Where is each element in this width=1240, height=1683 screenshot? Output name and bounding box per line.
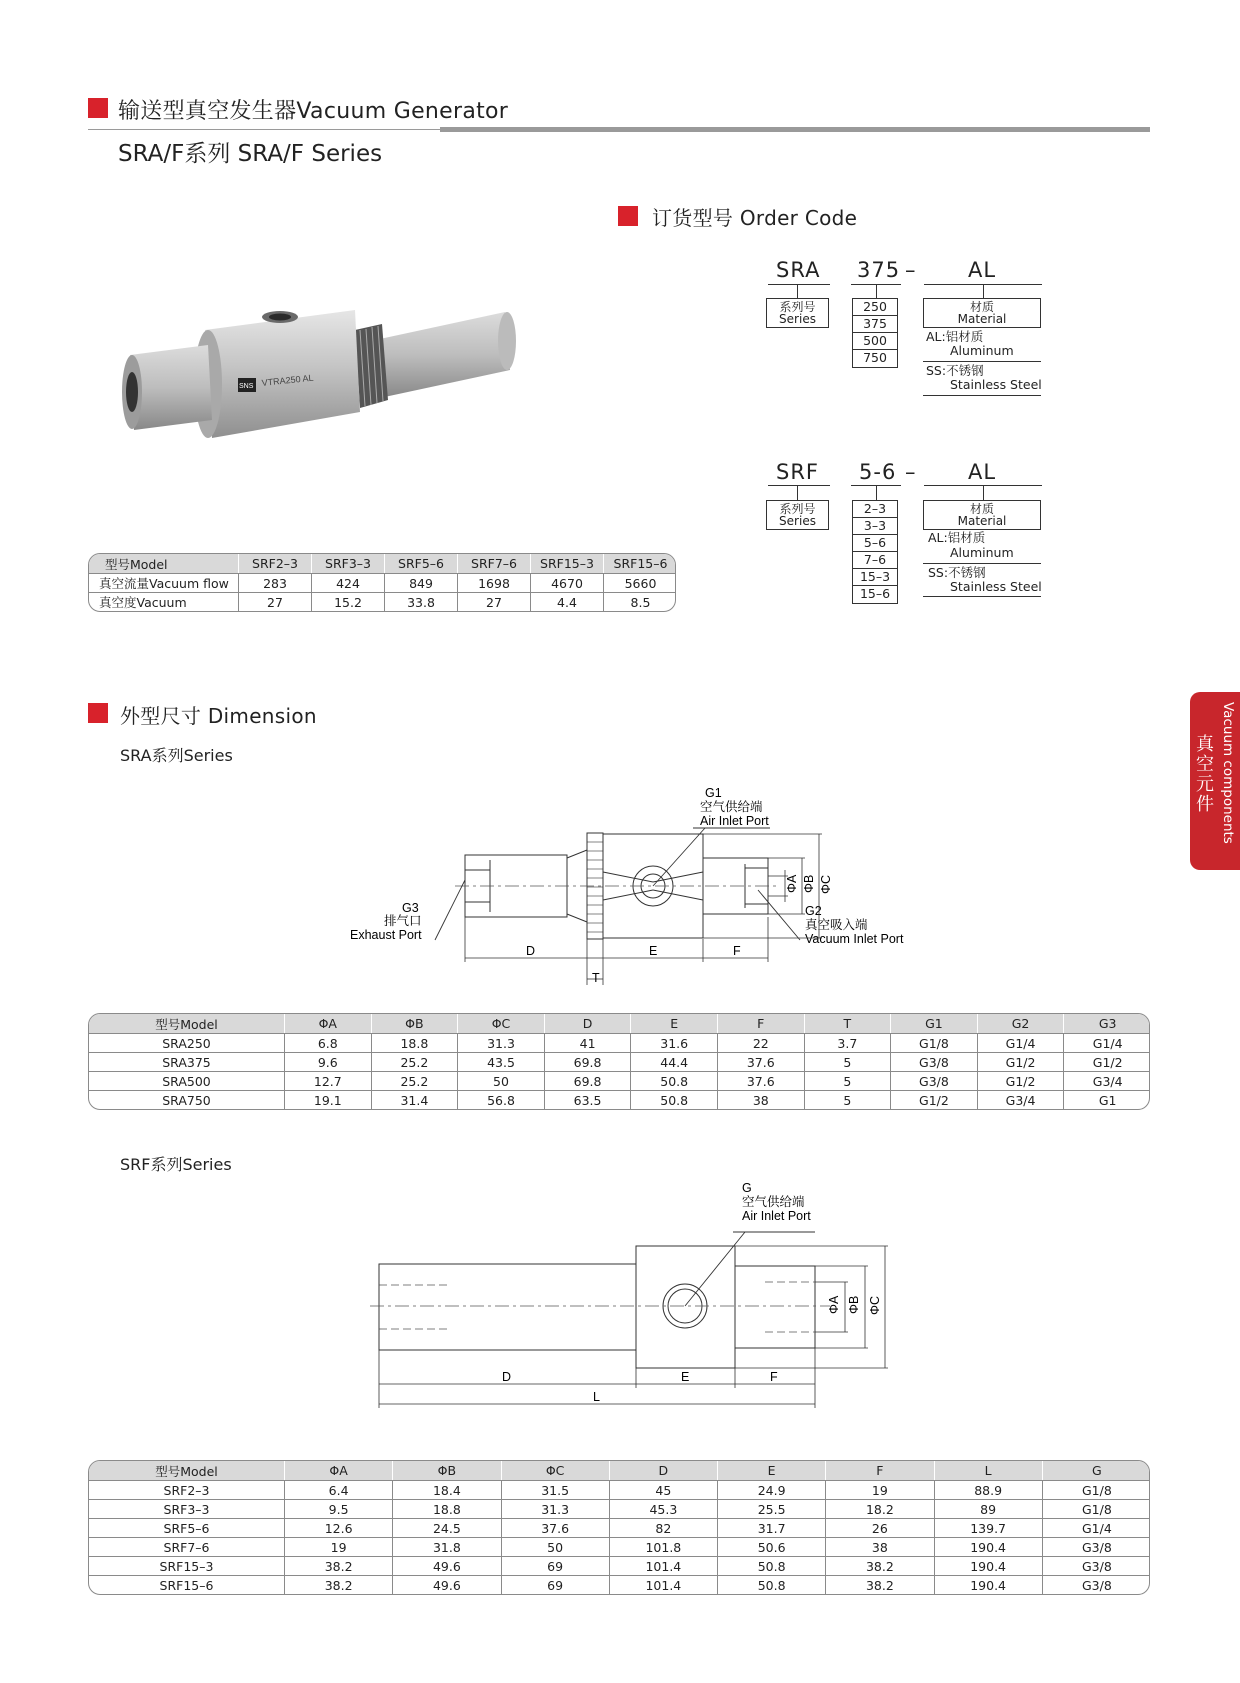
header-cell: D — [610, 1461, 718, 1480]
table-cell: G1/8 — [891, 1033, 978, 1052]
table-cell: 50.8 — [718, 1556, 826, 1575]
table-cell: 101.4 — [610, 1556, 718, 1575]
oc-tick — [876, 485, 877, 500]
side-tab-en: Vacuum components — [1220, 702, 1236, 844]
table-row — [89, 573, 676, 592]
product-brand: SNS — [239, 383, 254, 390]
table-cell: G1/2 — [978, 1071, 1065, 1090]
oc-sra-dash: – — [905, 258, 917, 282]
sra-g2-label: G2 — [805, 904, 822, 918]
table-cell: SRA375 — [89, 1052, 285, 1071]
table-cell: 4.4 — [531, 592, 604, 611]
table-cell: 真空流量Vacuum flow — [89, 573, 239, 592]
srf-dim-d: D — [502, 1370, 512, 1384]
table-cell: 5 — [805, 1052, 892, 1071]
oc-underline — [923, 563, 1041, 564]
table-row — [89, 1537, 1150, 1556]
table-cell: 15.2 — [312, 592, 385, 611]
oc-srf-size: 5-6 — [859, 460, 897, 484]
table-cell: 283 — [239, 573, 312, 592]
dimension-title: 外型尺寸 Dimension — [120, 704, 317, 728]
table-cell: 真空度Vacuum — [89, 592, 239, 611]
header-cell: F — [718, 1014, 805, 1033]
product-marking: VTRA250 AL — [261, 372, 314, 388]
header-cell: D — [545, 1014, 632, 1033]
oc-tick — [983, 284, 984, 298]
table-cell: 190.4 — [935, 1537, 1043, 1556]
table-header-row — [89, 554, 676, 573]
table-cell: 44.4 — [631, 1052, 718, 1071]
table-cell: G1/4 — [1043, 1518, 1150, 1537]
sra-dim-e: E — [649, 944, 658, 958]
table-cell: 18.4 — [393, 1480, 501, 1499]
performance-table — [88, 553, 676, 612]
srf-dimension-drawing — [360, 1170, 920, 1420]
table-cell: G3/4 — [978, 1090, 1065, 1109]
oc-box-line: Series — [779, 514, 816, 528]
oc-tick — [983, 485, 984, 500]
table-cell: 69 — [502, 1575, 610, 1594]
srf-g-en: Air Inlet Port — [742, 1209, 811, 1223]
srf-dim-e: E — [681, 1370, 690, 1384]
table-header-row — [89, 1014, 1150, 1033]
srf-dim-c: ΦC — [868, 1295, 882, 1315]
header-cell: ΦC — [502, 1461, 610, 1480]
table-cell: 50.6 — [718, 1537, 826, 1556]
table-cell: 33.8 — [385, 592, 458, 611]
table-cell: 31.5 — [502, 1480, 610, 1499]
table-cell: 190.4 — [935, 1575, 1043, 1594]
table-cell: G1/4 — [978, 1033, 1065, 1052]
sra-g3-cn: 排气口 — [384, 914, 422, 928]
table-cell: SRF2–3 — [89, 1480, 285, 1499]
header-cell: E — [631, 1014, 718, 1033]
sra-dim-f: F — [733, 944, 741, 958]
page-title: 输送型真空发生器Vacuum Generator — [118, 99, 509, 124]
table-cell: 38.2 — [826, 1556, 934, 1575]
table-cell: 82 — [610, 1518, 718, 1537]
oc-sra-size-box — [852, 298, 898, 368]
table-cell: 139.7 — [935, 1518, 1043, 1537]
table-cell: 27 — [239, 592, 312, 611]
sra-dim-a: ΦA — [785, 874, 799, 893]
table-cell: 45.3 — [610, 1499, 718, 1518]
table-row — [89, 1071, 1150, 1090]
table-cell: 89 — [935, 1499, 1043, 1518]
dimension-marker — [88, 703, 108, 723]
table-cell: 37.6 — [502, 1518, 610, 1537]
oc-sra-opt1-en: Aluminum — [950, 343, 1014, 358]
oc-underline — [768, 284, 830, 285]
header-cell: ΦB — [393, 1461, 501, 1480]
oc-size-option: 5–6 — [853, 535, 897, 552]
table-cell: G1/8 — [1043, 1499, 1150, 1518]
oc-box-line: 系列号 — [779, 300, 816, 314]
sra-dim-b: ΦB — [802, 874, 816, 893]
product-photo — [120, 300, 540, 475]
table-cell: G3/8 — [891, 1052, 978, 1071]
table-cell: 38.2 — [285, 1575, 393, 1594]
table-cell: 31.7 — [718, 1518, 826, 1537]
table-cell: 1698 — [458, 573, 531, 592]
table-cell: 6.8 — [285, 1033, 372, 1052]
oc-size-option: 15–3 — [853, 569, 897, 586]
table-row — [89, 1052, 1150, 1071]
oc-srf-series-box — [766, 500, 829, 530]
table-cell: 424 — [312, 573, 385, 592]
table-cell: 49.6 — [393, 1556, 501, 1575]
sra-dim-c: ΦC — [819, 874, 833, 894]
header-cell: F — [826, 1461, 934, 1480]
header-cell: SRF7–6 — [458, 554, 531, 573]
table-cell: 88.9 — [935, 1480, 1043, 1499]
oc-tick — [797, 485, 798, 500]
title-marker — [88, 98, 108, 118]
table-cell: 43.5 — [458, 1052, 545, 1071]
table-row — [89, 1556, 1150, 1575]
srf-dim-l: L — [593, 1390, 600, 1404]
sra-series-label: SRA系列Series — [120, 746, 233, 765]
table-cell: 9.5 — [285, 1499, 393, 1518]
oc-srf-opt2-en: Stainless Steel — [950, 579, 1042, 594]
oc-sra-opt2-en: Stainless Steel — [950, 377, 1042, 392]
table-cell: 25.2 — [372, 1071, 459, 1090]
oc-sra-opt2-cn: SS:不锈钢 — [926, 363, 984, 378]
table-cell: 38.2 — [285, 1556, 393, 1575]
oc-srf-series: SRF — [776, 460, 820, 484]
oc-sra-material: AL — [968, 258, 997, 282]
table-cell: 69.8 — [545, 1071, 632, 1090]
table-cell: 4670 — [531, 573, 604, 592]
table-cell: G3/8 — [1043, 1575, 1150, 1594]
table-cell: 18.8 — [372, 1033, 459, 1052]
sra-g3-label: G3 — [402, 901, 419, 915]
header-cell: L — [935, 1461, 1043, 1480]
header-cell: G1 — [891, 1014, 978, 1033]
table-cell: 31.3 — [502, 1499, 610, 1518]
table-cell: G1/2 — [978, 1052, 1065, 1071]
table-cell: 56.8 — [458, 1090, 545, 1109]
oc-sra-series-box — [766, 298, 829, 328]
table-cell: 31.3 — [458, 1033, 545, 1052]
oc-size-option: 375 — [853, 316, 897, 333]
oc-box-line: Series — [779, 312, 816, 326]
table-cell: 22 — [718, 1033, 805, 1052]
table-cell: 3.7 — [805, 1033, 892, 1052]
oc-sra-opt1-cn: AL:铝材质 — [926, 329, 984, 344]
table-cell: 37.6 — [718, 1071, 805, 1090]
table-cell: 19 — [826, 1480, 934, 1499]
oc-size-option: 3–3 — [853, 518, 897, 535]
table-cell: SRF15–3 — [89, 1556, 285, 1575]
header-cell: SRF3–3 — [312, 554, 385, 573]
srf-dim-b: ΦB — [847, 1295, 861, 1314]
table-cell: 5660 — [604, 573, 676, 592]
header-cell: SRF5–6 — [385, 554, 458, 573]
oc-underline — [923, 395, 1041, 396]
sra-g3-en: Exhaust Port — [350, 928, 422, 942]
oc-box-line: 材质 — [969, 502, 994, 516]
oc-sra-size: 375 — [857, 258, 901, 282]
table-cell: 9.6 — [285, 1052, 372, 1071]
table-cell: 25.2 — [372, 1052, 459, 1071]
table-cell: SRF5–6 — [89, 1518, 285, 1537]
order-code-marker — [618, 206, 638, 226]
table-cell: 31.6 — [631, 1033, 718, 1052]
sra-dimension-drawing — [340, 780, 940, 990]
side-tab-cn: 真空元件 — [1193, 734, 1214, 814]
table-cell: SRF15–6 — [89, 1575, 285, 1594]
oc-size-option: 7–6 — [853, 552, 897, 569]
table-cell: G1/4 — [1064, 1033, 1150, 1052]
oc-box-line: 系列号 — [779, 502, 816, 516]
table-cell: SRA750 — [89, 1090, 285, 1109]
sra-dimension-table — [88, 1013, 1150, 1110]
oc-size-option: 750 — [863, 350, 887, 365]
table-cell: 31.4 — [372, 1090, 459, 1109]
oc-underline — [768, 485, 830, 486]
table-cell: 18.2 — [826, 1499, 934, 1518]
table-cell: 6.4 — [285, 1480, 393, 1499]
table-cell: 50.8 — [631, 1071, 718, 1090]
table-cell: 12.7 — [285, 1071, 372, 1090]
srf-dim-a: ΦA — [827, 1295, 841, 1314]
sra-g1-cn: 空气供给端 — [700, 800, 763, 814]
oc-size-option: 15–6 — [859, 586, 891, 601]
table-cell: SRF3–3 — [89, 1499, 285, 1518]
srf-series-label: SRF系列Series — [120, 1155, 232, 1174]
table-cell: 101.8 — [610, 1537, 718, 1556]
table-header-row — [89, 1461, 1150, 1480]
table-cell: G3/4 — [1064, 1071, 1150, 1090]
sra-g2-en: Vacuum Inlet Port — [805, 932, 904, 946]
table-cell: 101.4 — [610, 1575, 718, 1594]
oc-box-line: 材质 — [969, 300, 994, 314]
table-cell: 50 — [502, 1537, 610, 1556]
table-cell: 31.8 — [393, 1537, 501, 1556]
table-cell: 38.2 — [826, 1575, 934, 1594]
table-cell: 5 — [805, 1090, 892, 1109]
table-cell: G3/8 — [1043, 1537, 1150, 1556]
page-subtitle: SRA/F系列 SRA/F Series — [118, 141, 383, 167]
header-cell: 型号Model — [89, 1461, 285, 1480]
header-cell: G — [1043, 1461, 1150, 1480]
header-cell: SRF15–3 — [531, 554, 604, 573]
oc-underline — [923, 596, 1041, 597]
oc-srf-opt1-en: Aluminum — [950, 545, 1014, 560]
header-rule — [440, 127, 1150, 132]
oc-box-line: Material — [957, 312, 1007, 326]
sra-g2-cn: 真空吸入端 — [805, 918, 868, 932]
table-cell: G1/2 — [1064, 1052, 1150, 1071]
table-cell: 18.8 — [393, 1499, 501, 1518]
oc-tick — [797, 284, 798, 298]
header-cell: ΦA — [285, 1461, 393, 1480]
header-cell: T — [805, 1014, 892, 1033]
oc-sra-material-box — [923, 298, 1041, 328]
header-cell: E — [718, 1461, 826, 1480]
oc-srf-opt2-cn: SS:不锈钢 — [928, 565, 986, 580]
srf-g-cn: 空气供给端 — [742, 1195, 805, 1209]
sra-dim-d: D — [526, 944, 536, 958]
table-cell: 8.5 — [604, 592, 676, 611]
header-cell: G3 — [1064, 1014, 1150, 1033]
header-cell: G2 — [978, 1014, 1065, 1033]
table-cell: 19 — [285, 1537, 393, 1556]
table-row — [89, 1090, 1150, 1109]
oc-srf-material: AL — [968, 460, 997, 484]
table-cell: 50 — [458, 1071, 545, 1090]
header-cell: ΦA — [285, 1014, 372, 1033]
table-cell: 27 — [458, 592, 531, 611]
sra-g1-label: G1 — [705, 786, 722, 800]
header-rule-thin — [88, 129, 440, 130]
table-cell: 69.8 — [545, 1052, 632, 1071]
oc-srf-size-box — [852, 500, 898, 604]
header-cell: 型号Model — [89, 554, 239, 573]
table-cell: 69 — [502, 1556, 610, 1575]
table-cell: 38 — [718, 1090, 805, 1109]
sra-dim-t: T — [592, 971, 600, 985]
table-cell: 25.5 — [718, 1499, 826, 1518]
header-cell: ΦB — [372, 1014, 459, 1033]
table-cell: SRA500 — [89, 1071, 285, 1090]
oc-tick — [876, 284, 877, 298]
table-cell: 50.8 — [718, 1575, 826, 1594]
table-cell: G1/2 — [891, 1090, 978, 1109]
table-cell: 38 — [826, 1537, 934, 1556]
srf-dim-f: F — [770, 1370, 778, 1384]
srf-dimension-table — [88, 1460, 1150, 1595]
table-cell: 41 — [545, 1033, 632, 1052]
table-cell: 12.6 — [285, 1518, 393, 1537]
oc-size-option: 2–3 — [853, 501, 897, 518]
table-cell: 24.5 — [393, 1518, 501, 1537]
table-row — [89, 1480, 1150, 1499]
table-cell: G1/8 — [1043, 1480, 1150, 1499]
table-row — [89, 1033, 1150, 1052]
oc-size-option: 500 — [853, 333, 897, 350]
table-cell: 50.8 — [631, 1090, 718, 1109]
srf-g-label: G — [742, 1181, 752, 1195]
table-row — [89, 1575, 1150, 1594]
oc-srf-opt1-cn: AL:铝材质 — [928, 530, 986, 545]
table-cell: 26 — [826, 1518, 934, 1537]
table-cell: 37.6 — [718, 1052, 805, 1071]
order-code-title: 订货型号 Order Code — [652, 206, 858, 230]
table-cell: SRA250 — [89, 1033, 285, 1052]
oc-sra-series: SRA — [776, 258, 821, 282]
table-cell: SRF7–6 — [89, 1537, 285, 1556]
header-cell: 型号Model — [89, 1014, 285, 1033]
table-cell: G3/8 — [1043, 1556, 1150, 1575]
table-cell: 5 — [805, 1071, 892, 1090]
table-cell: 63.5 — [545, 1090, 632, 1109]
table-cell: 45 — [610, 1480, 718, 1499]
table-cell: 49.6 — [393, 1575, 501, 1594]
oc-box-line: Material — [957, 514, 1007, 528]
table-row — [89, 1518, 1150, 1537]
header-cell: SRF2–3 — [239, 554, 312, 573]
side-category-tab[interactable] — [1190, 692, 1240, 870]
oc-underline — [923, 361, 1041, 362]
header-cell: SRF15–6 — [604, 554, 676, 573]
table-cell: 19.1 — [285, 1090, 372, 1109]
oc-srf-material-box — [923, 500, 1041, 530]
header-cell: ΦC — [458, 1014, 545, 1033]
table-cell: 24.9 — [718, 1480, 826, 1499]
oc-srf-dash: – — [905, 460, 917, 484]
table-cell: G3/8 — [891, 1071, 978, 1090]
sra-g1-en: Air Inlet Port — [700, 814, 769, 828]
table-cell: G1 — [1064, 1090, 1150, 1109]
oc-size-option: 250 — [853, 299, 897, 316]
table-cell: 849 — [385, 573, 458, 592]
table-row — [89, 1499, 1150, 1518]
table-cell: 190.4 — [935, 1556, 1043, 1575]
sra-table-body — [89, 1033, 1150, 1109]
table-row — [89, 592, 676, 611]
